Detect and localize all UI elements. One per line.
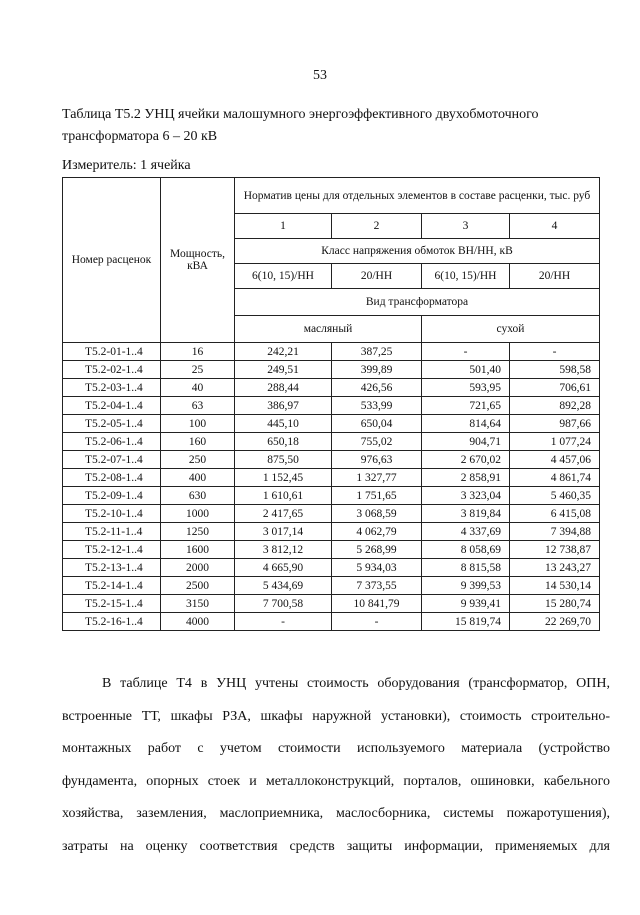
row-power: 3150 [161,595,235,613]
row-value-3: 2 670,02 [422,451,510,469]
row-value-2: 533,99 [332,397,422,415]
row-code: Т5.2-07-1..4 [63,451,161,469]
row-value-2: 3 068,59 [332,505,422,523]
row-code: Т5.2-06-1..4 [63,433,161,451]
header-transformer-kind: Вид трансформатора [235,289,600,316]
row-power: 40 [161,379,235,397]
table-row [63,397,600,415]
row-value-1: 650,18 [235,433,332,451]
row-value-3: 8 815,58 [422,559,510,577]
row-value-1: 4 665,90 [235,559,332,577]
header-price-group: Норматив цены для отдельных элементов в составе расценки, тыс. руб [235,178,600,214]
row-value-2: 1 751,65 [332,487,422,505]
row-code: Т5.2-12-1..4 [63,541,161,559]
table-row [63,343,600,361]
header-col-3: 3 [422,214,510,239]
row-value-4: - [510,343,600,361]
row-value-4: 7 394,88 [510,523,600,541]
row-value-1: 1 610,61 [235,487,332,505]
row-code: Т5.2-14-1..4 [63,577,161,595]
row-value-3: - [422,343,510,361]
row-value-2: - [332,613,422,631]
row-value-3: 8 058,69 [422,541,510,559]
row-power: 25 [161,361,235,379]
row-code: Т5.2-10-1..4 [63,505,161,523]
header-code: Номер расценок [63,178,161,343]
row-value-2: 10 841,79 [332,595,422,613]
row-code: Т5.2-04-1..4 [63,397,161,415]
body-line: встроенные ТТ, шкафы РЗА, шкафы наружной установки), стоимость строительно- [62,708,610,724]
table-row [63,595,600,613]
row-value-3: 15 819,74 [422,613,510,631]
row-value-1: 445,10 [235,415,332,433]
row-value-2: 399,89 [332,361,422,379]
row-value-1: 242,21 [235,343,332,361]
table-row [63,613,600,631]
row-code: Т5.2-08-1..4 [63,469,161,487]
row-value-1: 5 434,69 [235,577,332,595]
row-value-2: 4 062,79 [332,523,422,541]
row-value-1: 2 417,65 [235,505,332,523]
row-power: 4000 [161,613,235,631]
row-power: 2000 [161,559,235,577]
row-value-3: 721,65 [422,397,510,415]
row-value-4: 15 280,74 [510,595,600,613]
row-power: 1250 [161,523,235,541]
header-voltage-1: 6(10, 15)/НН [235,264,332,289]
header-voltage-3: 6(10, 15)/НН [422,264,510,289]
row-value-1: 249,51 [235,361,332,379]
header-voltage-2: 20/НН [332,264,422,289]
body-line: фундамента, опорных стоек и металлоконструкций, порталов, ошиновки, кабельного [62,773,610,789]
row-value-4: 1 077,24 [510,433,600,451]
row-code: Т5.2-05-1..4 [63,415,161,433]
header-voltage-4: 20/НН [510,264,600,289]
row-value-2: 387,25 [332,343,422,361]
row-value-4: 892,28 [510,397,600,415]
row-value-3: 2 858,91 [422,469,510,487]
row-value-2: 1 327,77 [332,469,422,487]
row-value-1: 386,97 [235,397,332,415]
row-value-4: 6 415,08 [510,505,600,523]
row-value-2: 976,63 [332,451,422,469]
row-code: Т5.2-11-1..4 [63,523,161,541]
table-row [63,379,600,397]
table-row [63,433,600,451]
row-value-3: 3 323,04 [422,487,510,505]
price-table [62,177,600,631]
row-code: Т5.2-13-1..4 [63,559,161,577]
measurement-unit: Измеритель: 1 ячейка [62,158,191,173]
row-value-1: 7 700,58 [235,595,332,613]
row-value-2: 755,02 [332,433,422,451]
row-value-4: 706,61 [510,379,600,397]
row-value-1: 875,50 [235,451,332,469]
row-power: 630 [161,487,235,505]
row-value-4: 22 269,70 [510,613,600,631]
row-value-3: 9 399,53 [422,577,510,595]
row-value-1: 288,44 [235,379,332,397]
row-value-1: 3 812,12 [235,541,332,559]
row-value-2: 650,04 [332,415,422,433]
row-code: Т5.2-03-1..4 [63,379,161,397]
row-power: 63 [161,397,235,415]
row-value-4: 12 738,87 [510,541,600,559]
header-col-2: 2 [332,214,422,239]
table-row [63,415,600,433]
row-value-3: 9 939,41 [422,595,510,613]
header-col-4: 4 [510,214,600,239]
table-row [63,577,600,595]
row-value-1: 1 152,45 [235,469,332,487]
row-value-3: 3 819,84 [422,505,510,523]
row-value-4: 4 861,74 [510,469,600,487]
row-power: 2500 [161,577,235,595]
page-number: 53 [313,68,327,83]
row-power: 160 [161,433,235,451]
header-kind-oil: масляный [235,316,422,343]
header-power: Мощность, кВА [161,178,235,343]
row-value-2: 7 373,55 [332,577,422,595]
row-power: 250 [161,451,235,469]
row-power: 400 [161,469,235,487]
body-paragraph [62,668,610,863]
row-value-4: 14 530,14 [510,577,600,595]
table-row [63,505,600,523]
row-value-2: 426,56 [332,379,422,397]
row-value-4: 13 243,27 [510,559,600,577]
row-value-1: 3 017,14 [235,523,332,541]
body-line: хозяйства, заземления, маслоприемника, маслосборника, системы пожаротушения), [62,806,610,821]
body-line: В таблице Т4 в УНЦ учтены стоимость оборудования (трансформатор, ОПН, [102,676,610,691]
row-value-3: 814,64 [422,415,510,433]
row-value-4: 598,58 [510,361,600,379]
row-code: Т5.2-16-1..4 [63,613,161,631]
row-power: 1000 [161,505,235,523]
table-row [63,487,600,505]
row-code: Т5.2-02-1..4 [63,361,161,379]
row-value-3: 904,71 [422,433,510,451]
row-power: 100 [161,415,235,433]
row-value-4: 4 457,06 [510,451,600,469]
row-value-1: - [235,613,332,631]
row-value-2: 5 268,99 [332,541,422,559]
table-row [63,523,600,541]
header-voltage-class: Класс напряжения обмоток ВН/НН, кВ [235,239,600,264]
row-power: 1600 [161,541,235,559]
table-row [63,361,600,379]
row-value-3: 4 337,69 [422,523,510,541]
row-code: Т5.2-15-1..4 [63,595,161,613]
table-row [63,541,600,559]
row-value-4: 987,66 [510,415,600,433]
row-value-3: 593,95 [422,379,510,397]
row-code: Т5.2-01-1..4 [63,343,161,361]
table-caption: Таблица Т5.2 УНЦ ячейки малошумного энергоэффективного двухобмоточного трансформатора 6 – 20 кВ [62,107,539,144]
table-row [63,469,600,487]
table-row [63,559,600,577]
row-value-4: 5 460,35 [510,487,600,505]
row-value-3: 501,40 [422,361,510,379]
row-value-2: 5 934,03 [332,559,422,577]
header-col-1: 1 [235,214,332,239]
table-row [63,451,600,469]
header-kind-dry: сухой [422,316,600,343]
row-code: Т5.2-09-1..4 [63,487,161,505]
body-line: затраты на оценку соответствия средств защиты информации, применяемых для [62,838,610,854]
row-power: 16 [161,343,235,361]
body-line: монтажных работ с учетом стоимости используемого материала (устройство [62,741,610,756]
